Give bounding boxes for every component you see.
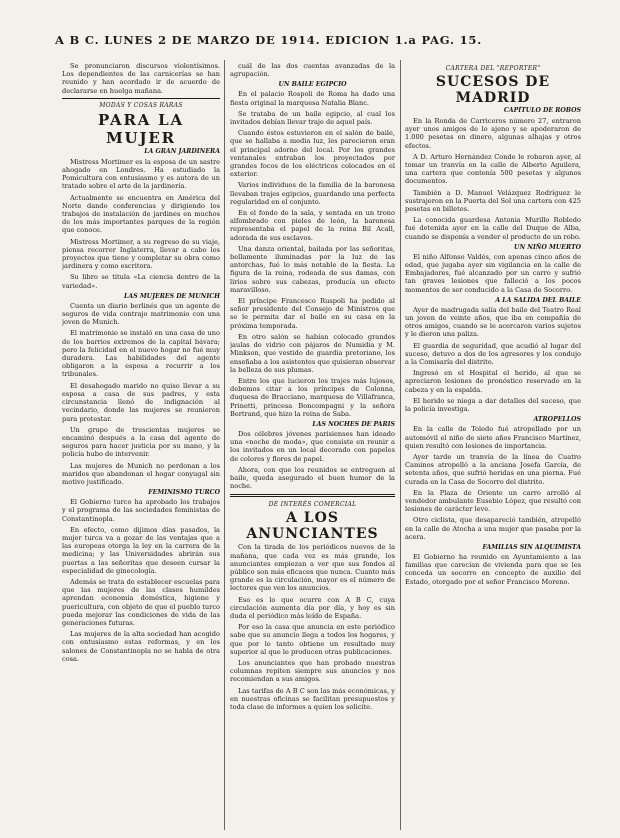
paragraph: Con la tirada de los periódicos nuevos de la mañana, que cada vez es más grande, los anunciantes empiezan a ver que sus fondos al público son más eficaces que nunca. Cuanto más grande es la circulación, mayor es el número de lectores que ven los anuncios. <box>230 543 395 593</box>
paragraph: Las mujeres de la alta sociedad han acogido con entusiasmo estas reformas, y en los salones de Constantinopla no se habla de otra cosa. <box>62 630 220 663</box>
section-title: FAMILIAS SIN ALQUIMISTA <box>482 543 581 551</box>
column-left <box>62 62 220 822</box>
paragraph: Ingresó en el Hospital el herido, al que se apreciaron lesiones de pronóstico reservado en la cabeza y en la espalda. <box>405 369 581 394</box>
paragraph: Además se trata de establecer escuelas para que las mujeres de las clases humildes aprendan economía doméstica, higiene y puericultura, con objeto de que el pueblo turco pueda mejorar las condiciones de vida de las generaciones futuras. <box>62 577 220 627</box>
section-kicker: MODAS Y COSAS RARAS <box>99 101 183 109</box>
divider <box>230 494 395 497</box>
paragraph: El Gobierno ha reunido en Ayuntamiento a las familias que carecían de vivienda para que se les conceda un socorro en concepto de auxilio del Estado, otorgado por el señor Francisco Moreno. <box>405 552 581 586</box>
column-middle <box>230 62 395 822</box>
article-subhead: CAPÍTULO DE ROBOS <box>503 107 581 114</box>
section-title: UN NIÑO MUERTO <box>514 243 581 251</box>
paragraph: El niño Alfonso Valdés, con apenas cinco años de edad, que jugaba ayer sin vigilancia en la calle de Embajadores, fué alcanzado por un carro y sufrió tan graves lesiones que falleció a los pocos momentos de ser conducido a la Casa de Socorro. <box>405 252 581 294</box>
paragraph: Ayer de madrugada salía del baile del Teatro Real un joven de veinte años, que iba en compañía de otros amigos, cuando se le acercaron varios sujetos y le dieron una paliza. <box>405 305 581 339</box>
paragraph: Se trataba de un baile egipcio, al cual los invitados debían llevar traje de aquel país. <box>230 109 395 127</box>
paragraph: Su libro se titula «La ciencia dentro de la variedad». <box>62 273 220 290</box>
paragraph: A D. Arturo Hernández Conde le robaron ayer, al tomar un tranvía en la calle de Alberto Aguilera, una cartera que contenía 500 pesetas y algunos documentos. <box>405 152 581 186</box>
section-title: FEMINISMO TURCO <box>148 489 220 497</box>
paragraph: Entre los que lucieron los trajes más lujosos, debemos citar a los príncipes de Colonna, duquesa de Bracciano, marquesa de Villafranca, Prinetti, princesa Boncompagni y la señora Bertrand, que hizo la reina de Saba. <box>230 376 395 418</box>
paragraph: Eso es lo que ocurre con A B C, cuya circulación aumenta día por día, y hoy es sin duda el periódico más leído de España. <box>230 595 395 620</box>
paragraph: El príncipe Francesco Ruspoli ha pedido al señor presidente del Consejo de Ministros que se le permita dar el baile en su casa en la próxima temporada. <box>230 297 395 330</box>
paragraph: Otro ciclista, que desapareció también, atropelló en la calle de Atocha a una mujer que pasaba por la acera. <box>405 516 581 541</box>
paragraph: cuál de las dos cuentas avanzadas de la agrupación. <box>230 62 395 79</box>
section-title: UN BAILE EGIPCIO <box>278 81 347 89</box>
paragraph: Mistress Mortimer es la esposa de un sastre ahogado en Londres. Ha estudiado la Pomicultura con entusiasmo y es autora de un tratado sobre el arte de la jardinería. <box>62 157 220 191</box>
divider <box>62 98 220 99</box>
paragraph: Las tarifas de A B C son las más económicas, y en nuestras oficinas se facilitan presupuestos y toda clase de informes a quien los solicite. <box>230 686 395 711</box>
paragraph: Varios individuos de la familia de la baronesa llevaban trajes egipcios, guardando una perfecta regularidad en el conjunto. <box>230 181 395 206</box>
column-divider <box>224 60 225 830</box>
paragraph: Ahora, con que los reunidos se entreguen al baile, queda asegurado el buen humor de la noche. <box>230 465 395 491</box>
paragraph: Se pronunciaron discursos violentísimos. Los dependientes de las carnicerías se han reunido y han acordado ir de acuerdo de declararse en huelga mañana. <box>62 62 220 95</box>
paragraph: En el fondo de la sala, y sentada en un trono alfombrado con pieles de león, la baronesa representaba el papel de la reina Bil Acall, adorada de sus esclavos. <box>230 209 395 242</box>
paragraph: Dos célebres jóvenes parisienses han ideado una «noche de moda», que consiste en reunir a los invitados en un local decorado con papeles de colores y flores de papel. <box>230 429 395 463</box>
paragraph: El desahogado marido no quiso llevar a su esposa a casa de sus padres, y esta circunstancia llenó de indignación al vecindario, donde las mujeres se reunieron para protestar. <box>62 381 220 423</box>
paragraph: Cuenta un diario berlinés que un agente de seguros de vida contrajo matrimonio con una joven de Munich. <box>62 301 220 327</box>
paragraph: El guardia de seguridad, que acudió al lugar del suceso, detuvo a dos de los agresores y los condujo a la Comisaría del distrito. <box>405 341 581 367</box>
article-headline: SUCESOS DE MADRID <box>435 74 551 106</box>
column-divider <box>400 60 401 830</box>
paragraph: En la calle de Toledo fué atropellado por un automóvil el niño de siete años Francisco Martínez, quien resultó con lesiones de importancia. <box>405 425 581 450</box>
paragraph: Los anunciantes que han probado nuestras columnas repiten siempre sus anuncios y nos recomiendan a sus amigos. <box>230 658 395 684</box>
paragraph: Ayer tarde un tranvía de la línea de Cuatro Caminos atropelló a la anciana Josefa García, de setenta años, que sufrió heridas en una pierna. Fué curada en la Casa de Socorro del distrito. <box>405 452 581 486</box>
paragraph: En otro salón se habían colocado grandes jaulas de vidrio con pájaros de Numidia y M. Minkson, que vestido de guardia pretoriano, los enseñaba a los asistentes que quisieran observar la belleza de sus plumas. <box>230 332 395 374</box>
section-title: LAS NOCHES DE PARIS <box>312 420 395 428</box>
paragraph: La conocida guardesa Antonia Murillo Robledo fué detenida ayer en la calle del Duque de Alba, cuando se disponía a vender el producto de un robo. <box>405 216 581 241</box>
section-title: A LA SALIDA DEL BAILE <box>495 296 581 304</box>
paragraph: En la Ronda de Carriceros número 27, entraron ayer unos amigos de lo ajeno y se apoderaron de 1.000 pesetas en dinero, algunas alhajas y otros efectos. <box>405 117 581 150</box>
paragraph: Las mujeres de Munich no perdonan a los maridos que abandonan el hogar conyugal sin motivo justificado. <box>62 461 220 486</box>
article-headline: A LOS ANUNCIANTES <box>246 510 379 543</box>
paragraph: El herido se niega a dar detalles del suceso, que la policía investiga. <box>405 396 581 414</box>
paragraph: En la Plaza de Oriente un carro arrolló al vendedor ambulante Eusebio López, que resultó con lesiones de carácter leve. <box>405 488 581 514</box>
column-right <box>405 62 581 822</box>
paragraph: Mistress Mortimer, a su regreso de su viaje, piensa recorrer Inglaterra, llevar a cabo los proyectos que tiene y completar su obra como jardinera y como escritora. <box>62 237 220 271</box>
article-subhead: LA GRAN JARDINERA <box>144 147 220 155</box>
paragraph: Por eso la casa que anuncia en este periódico sabe que su anuncio llega a todos los hogares, y que por lo tanto obtiene un resultado muy superior al que le producen otras publicaciones. <box>230 623 395 656</box>
paragraph: El Gobierno turco ha aprobado los trabajos y el programa de las sociedades feministas de Constantinopla. <box>62 498 220 523</box>
section-kicker: DE INTERÉS COMERCIAL <box>268 501 357 509</box>
page-header: A B C. LUNES 2 DE MARZO DE 1914. EDICION 1.a PAG. 15. <box>55 33 483 47</box>
paragraph: En el palacio Rospoli de Roma ha dado una fiesta original la marquesa Natalia Blanc. <box>230 90 395 107</box>
paragraph: El matrimonio se instaló en una casa de uno de los barrios extremos de la capital bávara; pero la felicidad en el nuevo hogar no fué muy duradera. Las habilidades del agente obligaron a la esposa a recurrir a los tribunales. <box>62 329 220 379</box>
article-headline: PARA LA MUJER <box>98 110 184 147</box>
section-title: ATROPELLOS <box>533 416 581 424</box>
paragraph: También a D. Manuel Velázquez Rodríguez le sustrajeron en la Puerta del Sol una cartera con 425 pesetas en billetes. <box>405 188 581 214</box>
section-kicker: CARTERA DEL "REPORTER" <box>445 65 541 72</box>
paragraph: Cuando éstos estuvieron en el salón de baile, que se hallaba a media luz, les parecieron eran el principal adorno del local. Por los grandes ventanales entraban los proyectados por grandes focos de los eléctricos colocados en el exterior. <box>230 129 395 179</box>
paragraph: Un grupo de trescientas mujeres se encaminó después a la casa del agente de seguros para hacer justicia por su mano, y la policía hubo de intervenir. <box>62 425 220 459</box>
paragraph: Actualmente se encuentra en América del Norte dando conferencias y dirigiendo los trabajos de instalación de jardines en muchos de los más importantes parques de la región que conoce. <box>62 193 220 235</box>
paragraph: En efecto, como dijimos días pasados, la mujer turca va a gozar de las ventajas que a las europeas otorga la ley en la carrera de la medicina; y las Universidades abrirán sus puertas a las señoritas que deseen cursar la especialidad de ginecología. <box>62 525 220 575</box>
section-title: LAS MUJERES DE MUNICH <box>124 292 220 300</box>
paragraph: Una danza oriental, bailada por las señoritas, bellamente iluminadas por la luz de las antorchas, fué lo más notable de la fiesta. La figura de la reina, rodeada de sus damas, con lirios sobre sus cabezas, producía un efecto maravilloso. <box>230 244 395 294</box>
